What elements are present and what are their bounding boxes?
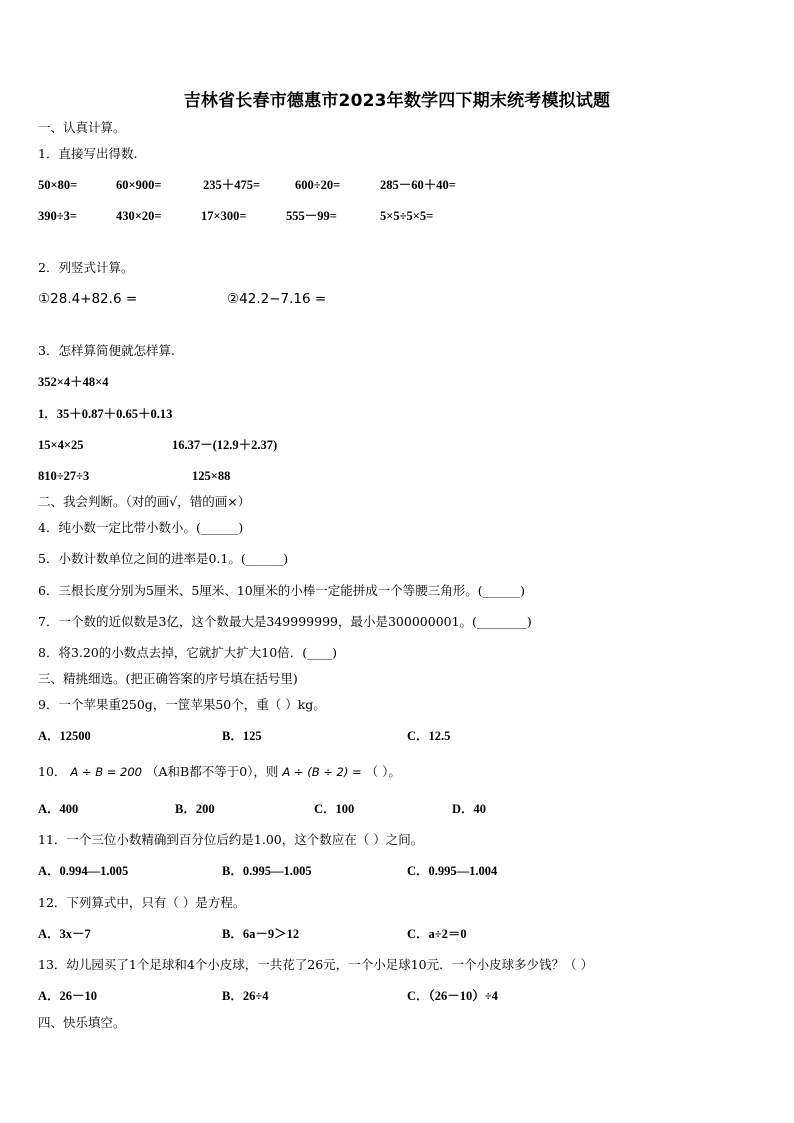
q3-expression: 16.37－(12.9＋2.37): [172, 438, 278, 452]
q10-number: 10．: [38, 764, 67, 779]
q1-row1-item: 50×80=: [38, 178, 78, 192]
question-7: 7．一个数的近似数是3亿，这个数最大是349999999，最小是300000001。(________): [38, 614, 532, 629]
question-11: 11．一个三位小数精确到百分位后约是1.00，这个数应在（ ）之间。: [38, 832, 424, 847]
page-title: 吉林省长春市德惠市2023年数学四下期末统考模拟试题: [183, 91, 611, 111]
q11-option-b: B．0.995—1.005: [222, 864, 312, 878]
q13-option-b: B．26÷4: [222, 989, 269, 1003]
question-6: 6．三根长度分别为5厘米、5厘米、10厘米的小棒一定能拼成一个等腰三角形。(______): [38, 583, 526, 598]
q9-option-c: C．12.5: [407, 729, 451, 743]
q12-option-a: A．3x－7: [38, 927, 91, 941]
question-12: 12．下列算式中，只有（ ）是方程。: [38, 895, 246, 910]
section1-heading: 一、认真计算。: [38, 120, 126, 135]
q2-item-1: ①28.4+82.6 =: [38, 291, 138, 307]
question-5: 5．小数计数单位之间的进率是0.1。(______): [38, 551, 289, 566]
q3-label: 3．怎样算简便就怎样算.: [38, 343, 175, 358]
q11-option-c: C．0.995—1.004: [407, 864, 498, 878]
q12-option-b: B．6a－9＞12: [222, 927, 300, 941]
q1-row1-item: 235＋475=: [203, 178, 261, 192]
q1-row1-item: 60×900=: [116, 178, 162, 192]
q1-row2-item: 5×5÷5×5=: [380, 209, 434, 223]
q10-formula-1: A ÷ B = 200: [70, 765, 142, 779]
q1-label: 1．直接写出得数.: [38, 146, 138, 161]
q10-condition: （A和B都不等于0），则: [145, 764, 279, 779]
section4-heading: 四、快乐填空。: [38, 1015, 126, 1030]
q10-option-c: C．100: [314, 802, 355, 816]
q10-option-b: B．200: [175, 802, 215, 816]
question-8: 8．将3.20的小数点去掉，它就扩大扩大10倍．(____): [38, 645, 337, 660]
q3-expression: 125×88: [192, 469, 231, 483]
q3-expression: 352×4＋48×4: [38, 375, 109, 389]
q3-expression: 810÷27÷3: [38, 469, 90, 483]
q13-option-c: C．（26－10）÷4: [407, 989, 498, 1003]
question-4: 4．纯小数一定比带小数小。(______): [38, 520, 244, 535]
q1-row2-item: 555－99=: [286, 209, 337, 223]
q2-label: 2．列竖式计算。: [38, 260, 134, 275]
q12-option-c: C．a÷2＝0: [407, 927, 467, 941]
q1-row2-item: 17×300=: [201, 209, 247, 223]
question-13: 13．幼儿园买了1个足球和4个小皮球，一共花了26元，一个小足球10元．一个小皮球多少钱？（ ）: [38, 957, 594, 972]
q13-option-a: A．26－10: [38, 989, 98, 1003]
section3-heading: 三、精挑细选。(把正确答案的序号填在括号里): [38, 671, 298, 686]
q10-option-a: A．400: [38, 802, 79, 816]
q9-option-b: B．125: [222, 729, 262, 743]
q3-expression: 15×4×25: [38, 438, 84, 452]
q10-answer-blank: （ ）。: [365, 764, 401, 779]
q1-row2-item: 390÷3=: [38, 209, 77, 223]
q11-option-a: A．0.994—1.005: [38, 864, 129, 878]
q1-row1-item: 600÷20=: [295, 178, 341, 192]
q2-item-2: ②42.2−7.16 =: [227, 291, 327, 307]
question-9: 9．一个苹果重250g，一筐苹果50个，重（ ）kg。: [38, 697, 326, 712]
q10-formula-2: A ÷ (B ÷ 2) =: [282, 765, 362, 779]
q10-option-d: D．40: [452, 802, 487, 816]
q3-expression: 1．35＋0.87＋0.65＋0.13: [38, 407, 173, 421]
q1-row2-item: 430×20=: [116, 209, 162, 223]
section2-heading: 二、我会判断。（对的画√，错的画×）: [38, 494, 251, 509]
q1-row1-item: 285－60＋40=: [380, 178, 456, 192]
q9-option-a: A．12500: [38, 729, 91, 743]
question-10: [38, 764, 401, 780]
